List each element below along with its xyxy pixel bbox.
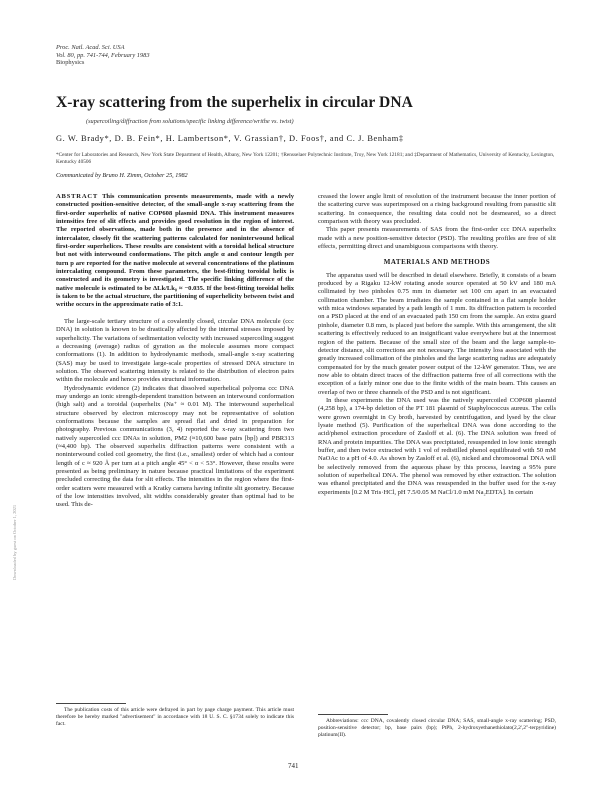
abbreviations-divider — [318, 714, 388, 715]
methods-paragraph-1: The apparatus used will be described in detail elsewhere. Briefly, it consists of a beam produced by a Rigaku 12-kW rotating anode source operated at 50 kV and 180 mA collimated by two pinholes 0.75 mm in diameter set 100 cm apart in an evacuated collimation chamber. The beam irradiates the sample contained in a flat sample holder with mica windows separated by a path length of 1 mm. Its diffraction pattern is recorded on a PSD placed at the end of an evacuated path 150 cm from the sample. An extra guard pinhole, diameter 0.8 mm, is placed just before the sample. With this arrangement, the slit scattering is effectively reduced to an insignificant value everywhere but at the innermost region of the pattern. Because of the small size of the beam and the large sample-to-detector distance, slit corrections are not necessary. The intensity loss associated with the greatly increased collimation of the pinholes and the large scattering radius are adequately compensated for by the much greater power output of the 12-kW generator. Thus, we are now able to obtain direct traces of the diffraction patterns free of all corrections with the exception of a fairly minor one due to the finite width of the main beam. This causes an overlap of two or three channels of the PSD and is not significant. — [318, 271, 556, 396]
left-column — [56, 193, 294, 510]
page-number: 741 — [288, 762, 299, 770]
footnote-divider — [56, 703, 126, 704]
intro-paragraph-2: Hydrodynamic evidence (2) indicates that dissolved superhelical polyoma ccc DNA may undergo an ionic strength-dependent transition between an interwound conformation (high salt) and a toroidal (superhelix (Na⁺ ≈ 0.01 M). The interwound superhelical structure observed by electron microscopy may not be representative of solution conformations because the samples are spread flat and dried in preparation for photography. Previous communications (3, 4) reported the x-ray scattering from two natively supercoiled ccc DNAs in solution, PM2 (≈10,600 base pairs [bp]) and PBR313 (≈4,400 bp). The observed superhelix diffraction patterns were consistent with a noninterwound coiled coil geometry, the first (i.e., smallest) order of which had a contour length of c ≈ 920 Å per turn at a pitch angle 45° < α < 53°. However, these results were presented as being preliminary in nature because practical limitations of the experiment precluded correcting the data for slit effects. The intensities in the region where the first-order scatters were measured with a Kratky camera having infinite slit geometry. Because of the low intensities involved, slit widths considerably greater than optimal had to be used. This de- — [56, 384, 294, 509]
section-heading-methods: MATERIALS AND METHODS — [383, 258, 491, 267]
publication-cost-text: The publication costs of this article were defrayed in part by page charge payment. This article must therefore be hereby marked "advertisement" in accordance with 18 U. S. C. §1734 solely to indicate this fact. — [56, 707, 294, 727]
abbreviations-text: Abbreviations: ccc DNA, covalently closed circular DNA; SAS, small-angle x-ray scattering; PSD, position-sensitive detector; bp, base pairs (bp); PtPh, 2-hydroxyethanethiolato(2,2',2"-terpyridine) platinum(II). — [318, 718, 556, 738]
methods-paragraph-2: In these experiments the DNA used was the natively supercoiled COP608 plasmid (4,258 bp), a 174-bp deletion of the PT 181 plasmid of Staphylococcus aureus. The cells were grown overnight in Cy broth, harvested by centrifugation, and lysed by the clear lysate method (5). Purification of the superhelical DNA was done according to the acid/phenol extraction procedure of Zasloff et al. (6). The DNA solution was freed of RNA and protein impurities. The DNA was precipitated, resuspended in low ionic strength buffer, and then twice extracted with 1 vol of redistilled phenol equilibrated with 50 mM NaOAc to a pH of 4.0. As shown by Zasloff et al. (6), nicked and chromosomal DNA will be selectively removed from the aqueous phase by this process, leaving a 95% pure solution of superhelical DNA. The phenol was removed by ether extraction. The solution was ethanol precipitated and the DNA was resuspended in the buffer used for the x-ray experiments [0.2 M Tris·HCl, pH 7.5/0.05 M NaCl/1.0 mM Na₂EDTA]. In certain — [318, 396, 556, 496]
communicated-by: Communicated by Bruno H. Zimm, October 25, 1982 — [56, 172, 188, 179]
abstract — [56, 193, 294, 310]
article-authors: G. W. Brady*, D. B. Fein*, H. Lambertson*, V. Grassian†, D. Foos†, and C. J. Benham‡ — [56, 134, 404, 143]
publication-cost-footnote — [56, 707, 294, 728]
abbreviations-footnote — [318, 718, 556, 739]
journal-header — [56, 44, 150, 67]
journal-citation: Proc. Natl. Acad. Sci. USA — [56, 44, 125, 51]
article-title: X-ray scattering from the superhelix in circular DNA — [56, 94, 413, 111]
journal-volume: Vol. 80, pp. 741-744, February 1983 — [56, 51, 150, 59]
abstract-label: ABSTRACT — [56, 193, 99, 200]
intro-paragraph-1: The large-scale tertiary structure of a covalently closed, circular DNA molecule (ccc DNA) in solution is known to be drastically affected by the internal stresses imposed by superhelicity. The variations of sedimentation velocity with increased supercoiling suggest a decreasing (average) radius of gyration as the molecule assumes more compact conformations (1). In addition to hydrodynamic methods, small-angle x-ray scattering (SAS) may be used to investigate large-scale properties of stressed DNA structure in solution. The observed scattering intensity is related to the distribution of electron pairs within the molecule and hence provides structural information. — [56, 317, 294, 384]
download-watermark: Downloaded by guest on October 1, 2021 — [12, 504, 17, 580]
article-keywords: (supercoiling/diffraction from solutions/specific linking difference/writhe vs. twist) — [86, 118, 294, 125]
abstract-text: This communication presents measurements, made with a newly constructed position-sensitive detector, of the small-angle x-ray scattering from the first-order superhelix of native COP608 plasmid DNA. This instrument measures intensities free of slit effects and provides good resolution in the region of interest. The reported observations, made both in the presence and in the absence of intercalator, closely fit the scattering patterns calculated for noninterwound helical first-order superhelices. These results are consistent with a toroidal helical structure but not with interwound conformations. The pitch angle α and contour length per turn p are reported for the native molecule at several concentrations of the platinum intercalating compound. From these parameters, the best-fitting toroidal helix is constructed and its geometry is investigated. The specific linking difference of the native molecule is estimated to be ΔLk/Lk₀ ≈ −0.035. If the best-fitting toroidal helix is taken to be the actual structure, the partitioning of superhelicity between twist and writhe occurs in the approximate ratio of 3:1. — [56, 193, 294, 309]
intro-continued-paragraph: creased the lower angle limit of resolution of the instrument because the inner portion of the scattering curve was superimposed on a rising background resulting from parasitic slit scattering. In consequence, the resulting data could not be desmeared, so a direct comparison with theory was precluded. — [318, 193, 556, 226]
author-affiliations: *Center for Laboratories and Research, New York State Department of Health, Albany, New York 12201; †Rensselaer Polytechnic Institute, Troy, New York 12181; and ‡Department of Mathematics, University of Kentucky, Lexington, Kentucky 40506 — [56, 152, 555, 165]
intro-paragraph-3: This paper presents measurements of SAS from the first-order ccc DNA superhelix made with a new position-sensitive detector (PSD). The resulting profiles are free of slit effects, permitting direct and unambiguous comparisons with theory. — [318, 226, 556, 251]
journal-section: Biophysics — [56, 59, 85, 67]
right-column — [318, 193, 556, 497]
